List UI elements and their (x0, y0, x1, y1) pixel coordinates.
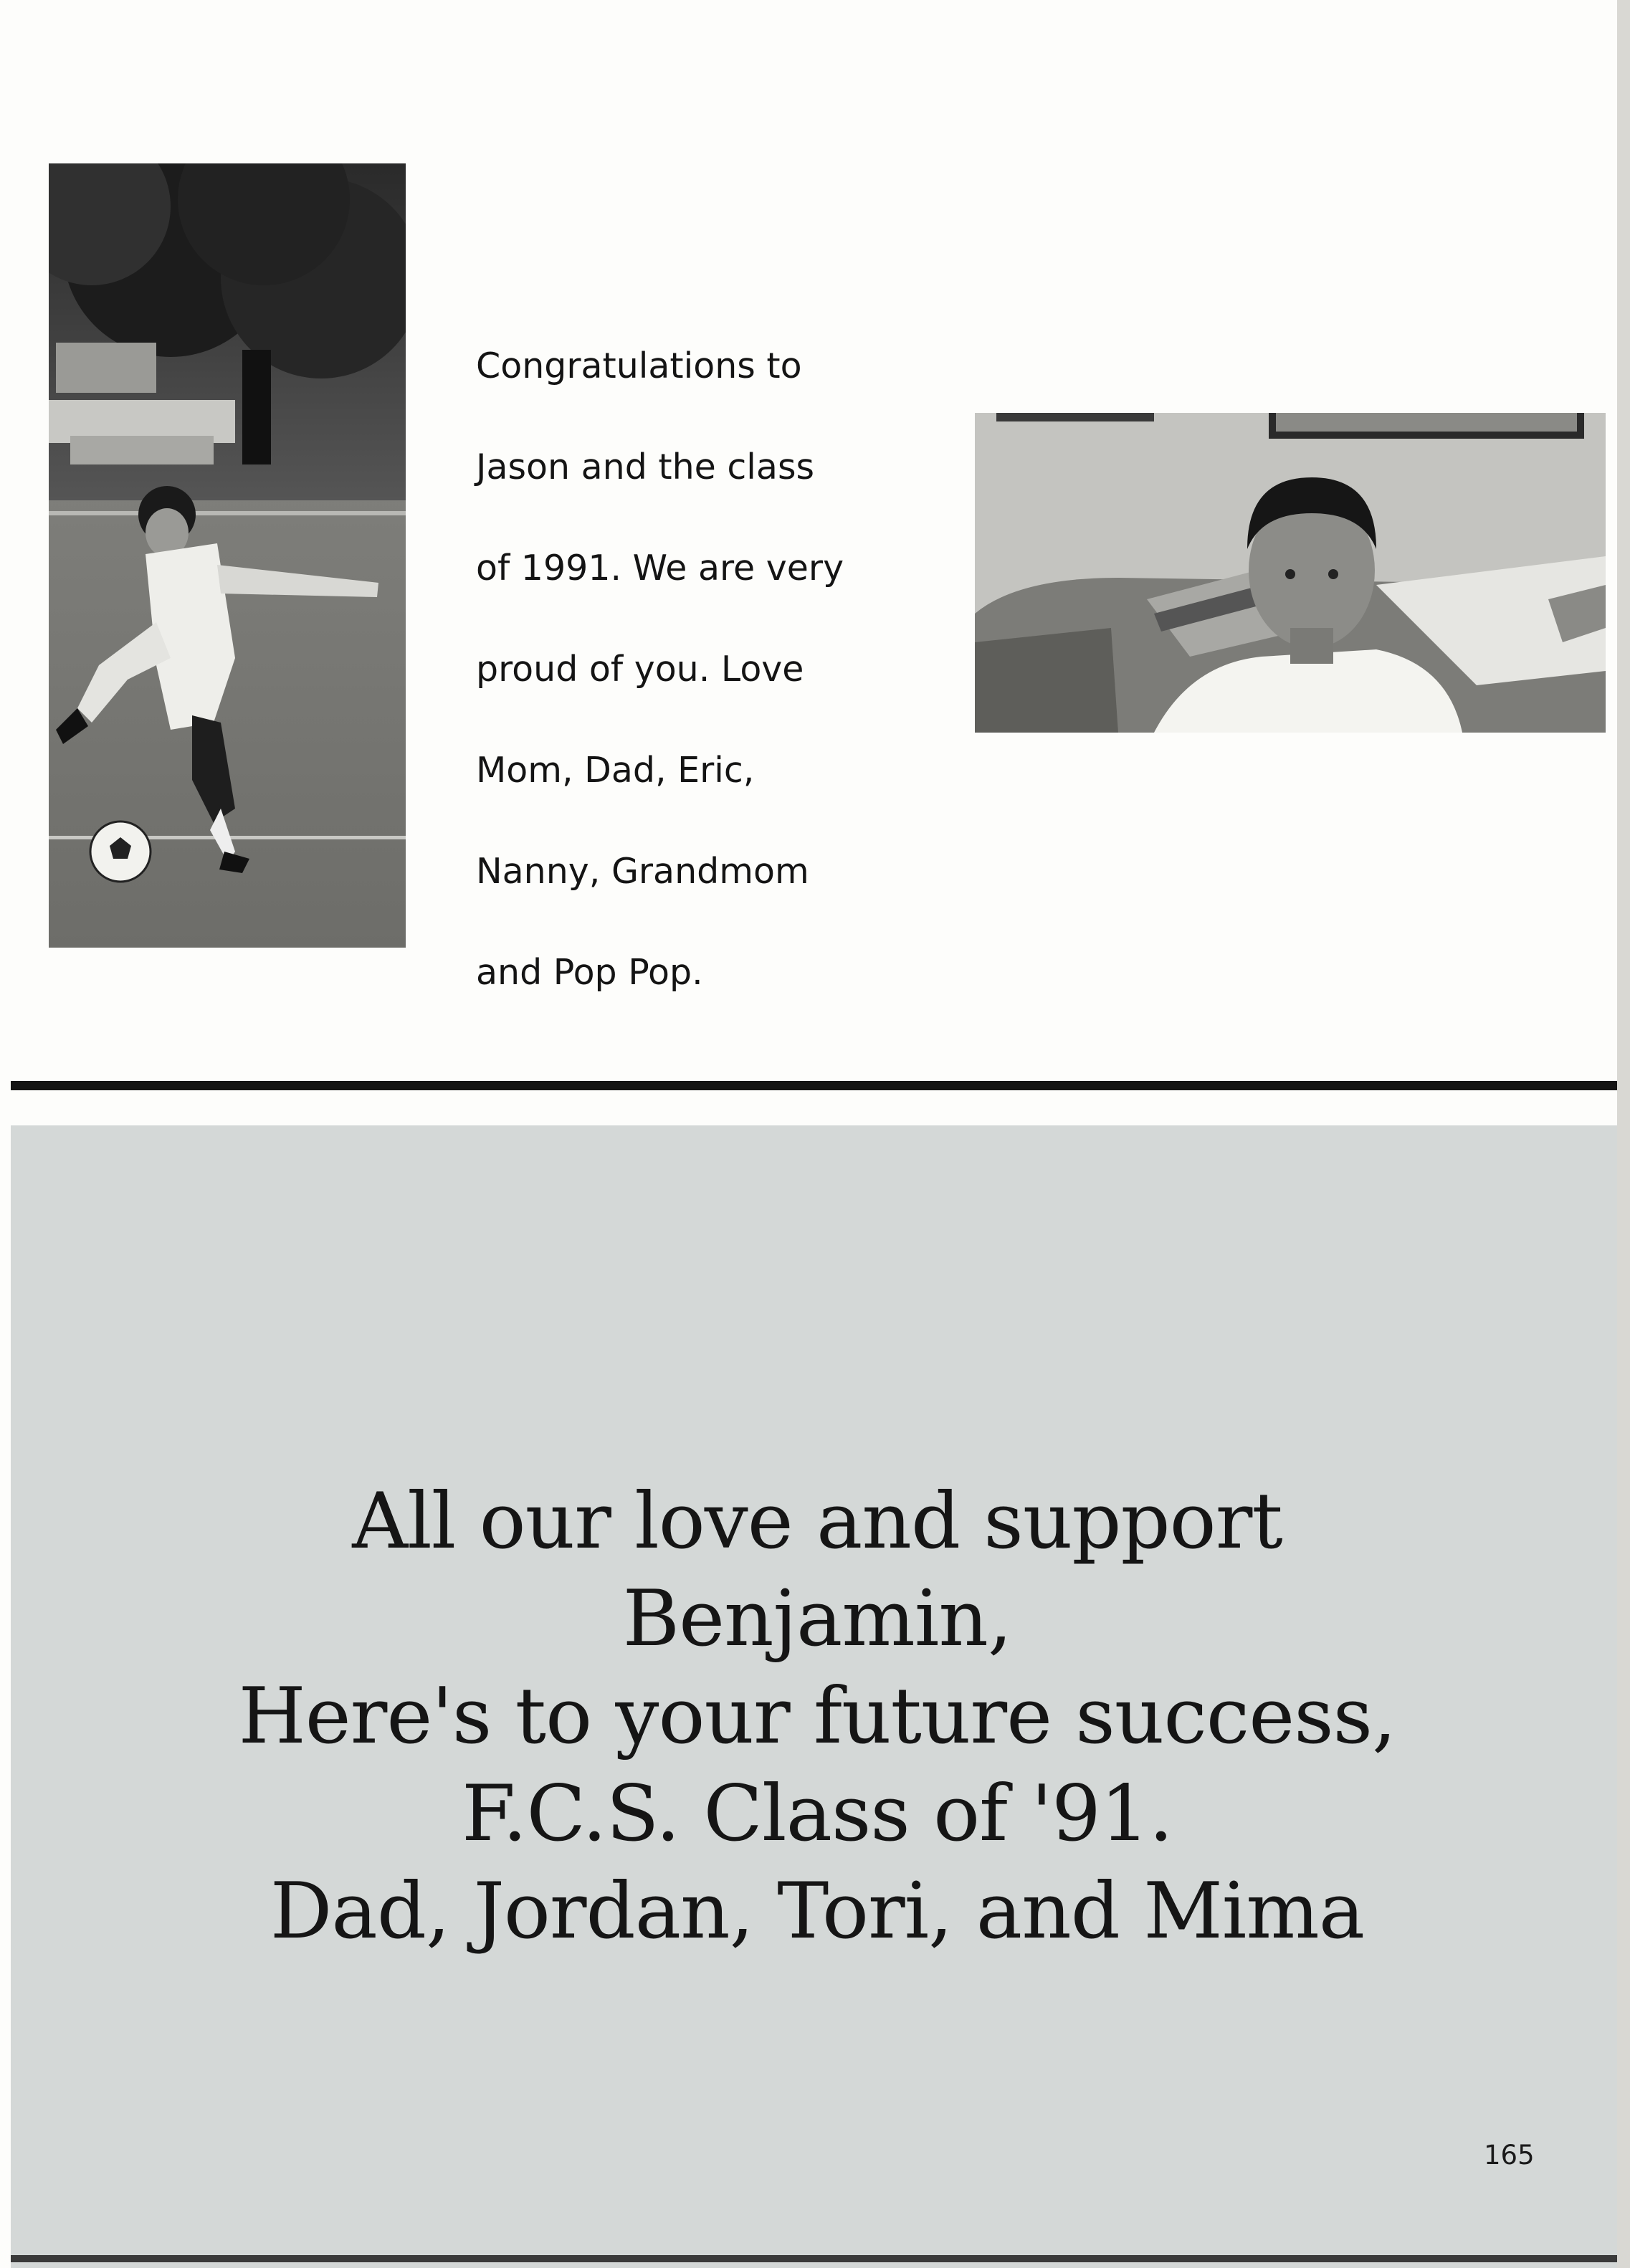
soccer-action-photo (49, 163, 406, 948)
message-line: Nanny, Grandmom (476, 851, 809, 892)
tribute-line: Dad, Jordan, Tori, and Mima (270, 1867, 1365, 1956)
section-divider (11, 1081, 1617, 1090)
tribute-line: All our love and support (352, 1477, 1282, 1566)
tribute-line: F.C.S. Class of '91. (462, 1769, 1173, 1859)
portrait-photo (975, 413, 1606, 733)
message-line: Jason and the class (476, 446, 815, 487)
congratulations-message (476, 290, 920, 1049)
page-edge (1617, 0, 1630, 2268)
page-number: 165 (1484, 2140, 1535, 2171)
bottom-rule (11, 2255, 1617, 2262)
message-line: and Pop Pop. (476, 952, 703, 994)
tribute-message (86, 1473, 1548, 1960)
message-line: proud of you. Love (476, 648, 804, 690)
message-line: Congratulations to (476, 345, 802, 386)
tribute-line: Benjamin, (622, 1574, 1012, 1664)
message-line: of 1991. We are very (476, 547, 844, 589)
message-line: Mom, Dad, Eric, (476, 749, 755, 791)
tribute-line: Here's to your future success, (238, 1672, 1396, 1761)
